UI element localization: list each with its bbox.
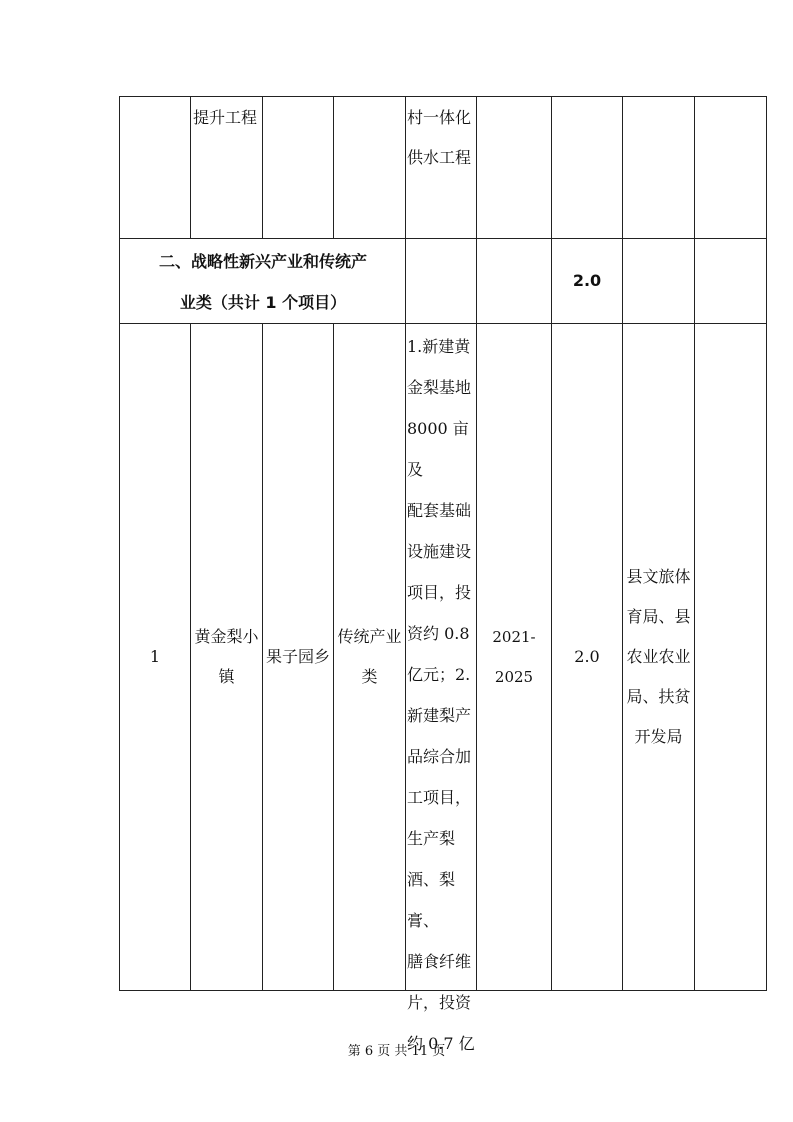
- cell-text: 品综合加: [407, 747, 472, 766]
- cell-text: 生产梨: [407, 829, 456, 848]
- table-border-top: [119, 96, 767, 97]
- cell-text: 项目，投: [407, 583, 472, 602]
- page-number-text: 第 6 页 共 11 页: [347, 1044, 446, 1059]
- cell-text: 1.新建黄: [407, 337, 471, 356]
- cell-text: 农业农业: [626, 647, 691, 666]
- column-divider: [262, 96, 263, 238]
- column-divider: [333, 96, 334, 238]
- page-footer: [0, 1040, 793, 1059]
- column-divider: [694, 96, 695, 991]
- project-name: [191, 324, 262, 990]
- cell-text: 2.0: [574, 647, 600, 666]
- cell-text: 新建梨产: [407, 706, 472, 725]
- project-period: [477, 324, 551, 990]
- section-title-line: 二、战略性新兴产业和传统产: [158, 252, 367, 271]
- column-divider: [405, 96, 406, 991]
- cell-text: 开发局: [634, 727, 683, 746]
- cell-text: 金梨基地: [407, 378, 472, 397]
- cell-text: 约 0.7 亿: [407, 1034, 475, 1053]
- cell-text: 亿元；2.: [407, 665, 471, 684]
- cell-top-name: [193, 98, 261, 138]
- cell-text: 工项目，: [407, 788, 472, 807]
- cell-text: 膳食纤维: [407, 952, 472, 971]
- section-investment: [552, 239, 622, 323]
- cell-text: 育局、县: [626, 607, 691, 626]
- cell-text: 县文旅体: [626, 567, 691, 586]
- cell-text: 配套基础: [407, 501, 472, 520]
- project-index: [120, 324, 190, 990]
- project-department: [623, 324, 694, 990]
- cell-text: 1: [149, 647, 161, 666]
- cell-text: 资约 0.8: [407, 624, 470, 643]
- cell-text: 设施建设: [407, 542, 472, 561]
- cell-top-content: [407, 98, 475, 178]
- project-content: [407, 326, 476, 1064]
- cell-text: 村一体化: [407, 108, 472, 127]
- cell-text: 局、扶贫: [626, 687, 691, 706]
- project-location: [263, 324, 333, 990]
- section-title-line: 业类（共计 1 个项目）: [179, 293, 347, 312]
- cell-text: 2.0: [572, 271, 602, 290]
- cell-text: 类: [361, 667, 378, 686]
- cell-text: 8000 亩及: [407, 419, 469, 479]
- cell-text: 2021-2025: [492, 628, 536, 686]
- column-divider: [190, 96, 191, 238]
- project-category: [334, 324, 405, 990]
- cell-text: 供水工程: [407, 148, 472, 167]
- cell-text: 片，投资: [407, 993, 472, 1012]
- cell-text: 果子园乡: [265, 647, 330, 666]
- row-divider: [119, 238, 767, 239]
- cell-text: 酒、梨膏、: [407, 870, 456, 930]
- cell-text: 传统产业: [337, 627, 402, 646]
- table-border-right: [766, 96, 767, 991]
- project-investment: [552, 324, 622, 990]
- cell-text: 黄金梨小: [194, 627, 259, 646]
- cell-text: 镇: [218, 667, 235, 686]
- cell-text: 提升工程: [193, 108, 258, 127]
- section-title: [121, 241, 405, 323]
